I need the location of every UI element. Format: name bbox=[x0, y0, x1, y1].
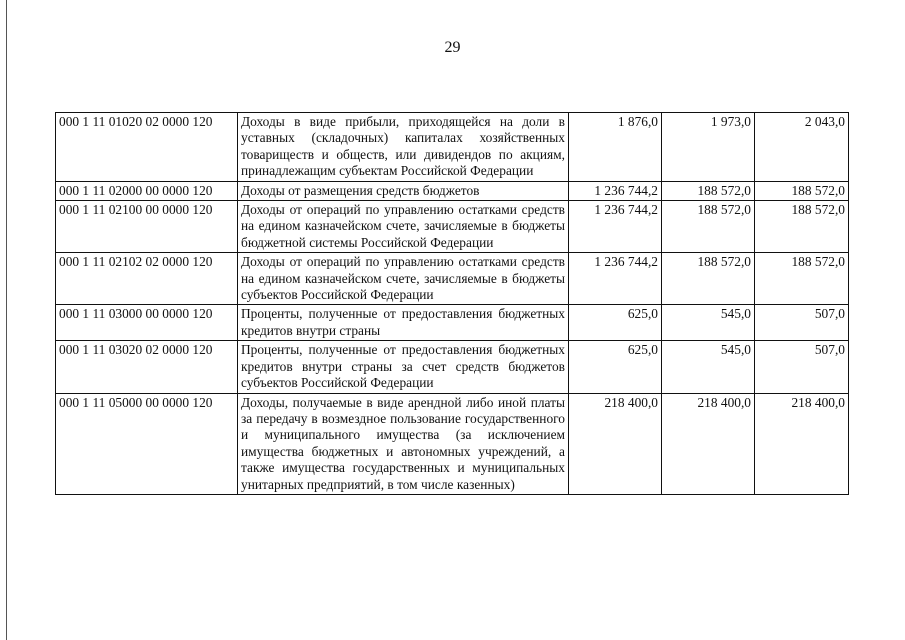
table-row bbox=[56, 113, 849, 182]
row-value-2: 188 572,0 bbox=[662, 181, 755, 200]
page-number: 29 bbox=[444, 39, 461, 56]
table-row bbox=[56, 201, 849, 253]
table-row bbox=[56, 341, 849, 393]
row-value-1: 1 876,0 bbox=[569, 113, 662, 182]
row-description: Доходы, получаемые в виде арендной либо иной платы за передачу в возмездное пользование государственного и муниципального имущества (за исключением имущества бюджетных и автономных учреждений, а также имущества государственных и муниципальных унитарных предприятий, в том числе казенных) bbox=[238, 393, 569, 494]
row-value-3: 218 400,0 bbox=[755, 393, 849, 494]
row-description: Проценты, полученные от предоставления бюджетных кредитов внутри страны за счет средств бюджетов субъектов Российской Федерации bbox=[238, 341, 569, 393]
row-value-2: 188 572,0 bbox=[662, 201, 755, 253]
row-code: 000 1 11 02100 00 0000 120 bbox=[56, 201, 238, 253]
row-value-3: 188 572,0 bbox=[755, 253, 849, 305]
row-description: Доходы от операций по управлению остатками средств на едином казначейском счете, зачисляемые в бюджеты бюджетной системы Российской Федерации bbox=[238, 201, 569, 253]
row-value-3: 507,0 bbox=[755, 341, 849, 393]
row-value-1: 1 236 744,2 bbox=[569, 181, 662, 200]
scan-edge-line bbox=[6, 0, 7, 640]
row-code: 000 1 11 02102 02 0000 120 bbox=[56, 253, 238, 305]
row-code: 000 1 11 02000 00 0000 120 bbox=[56, 181, 238, 200]
row-description: Доходы в виде прибыли, приходящейся на доли в уставных (складочных) капиталах хозяйственных товариществ и обществ, или дивидендов по акциям, принадлежащим субъектам Российской Федерации bbox=[238, 113, 569, 182]
row-code: 000 1 11 01020 02 0000 120 bbox=[56, 113, 238, 182]
row-value-1: 625,0 bbox=[569, 305, 662, 341]
row-value-2: 545,0 bbox=[662, 305, 755, 341]
budget-revenue-table bbox=[55, 112, 849, 495]
row-description: Доходы от размещения средств бюджетов bbox=[238, 181, 569, 200]
row-value-3: 188 572,0 bbox=[755, 201, 849, 253]
row-value-2: 218 400,0 bbox=[662, 393, 755, 494]
row-value-3: 2 043,0 bbox=[755, 113, 849, 182]
row-value-1: 218 400,0 bbox=[569, 393, 662, 494]
row-value-1: 1 236 744,2 bbox=[569, 253, 662, 305]
table-row bbox=[56, 181, 849, 200]
row-value-2: 1 973,0 bbox=[662, 113, 755, 182]
row-code: 000 1 11 03000 00 0000 120 bbox=[56, 305, 238, 341]
table-row bbox=[56, 393, 849, 494]
row-value-1: 1 236 744,2 bbox=[569, 201, 662, 253]
row-description: Доходы от операций по управлению остатками средств на едином казначейском счете, зачисляемые в бюджеты субъектов Российской Федерации bbox=[238, 253, 569, 305]
row-description: Проценты, полученные от предоставления бюджетных кредитов внутри страны bbox=[238, 305, 569, 341]
row-value-2: 188 572,0 bbox=[662, 253, 755, 305]
table-row bbox=[56, 305, 849, 341]
row-value-2: 545,0 bbox=[662, 341, 755, 393]
row-value-1: 625,0 bbox=[569, 341, 662, 393]
row-value-3: 507,0 bbox=[755, 305, 849, 341]
row-value-3: 188 572,0 bbox=[755, 181, 849, 200]
row-code: 000 1 11 05000 00 0000 120 bbox=[56, 393, 238, 494]
table-row bbox=[56, 253, 849, 305]
row-code: 000 1 11 03020 02 0000 120 bbox=[56, 341, 238, 393]
